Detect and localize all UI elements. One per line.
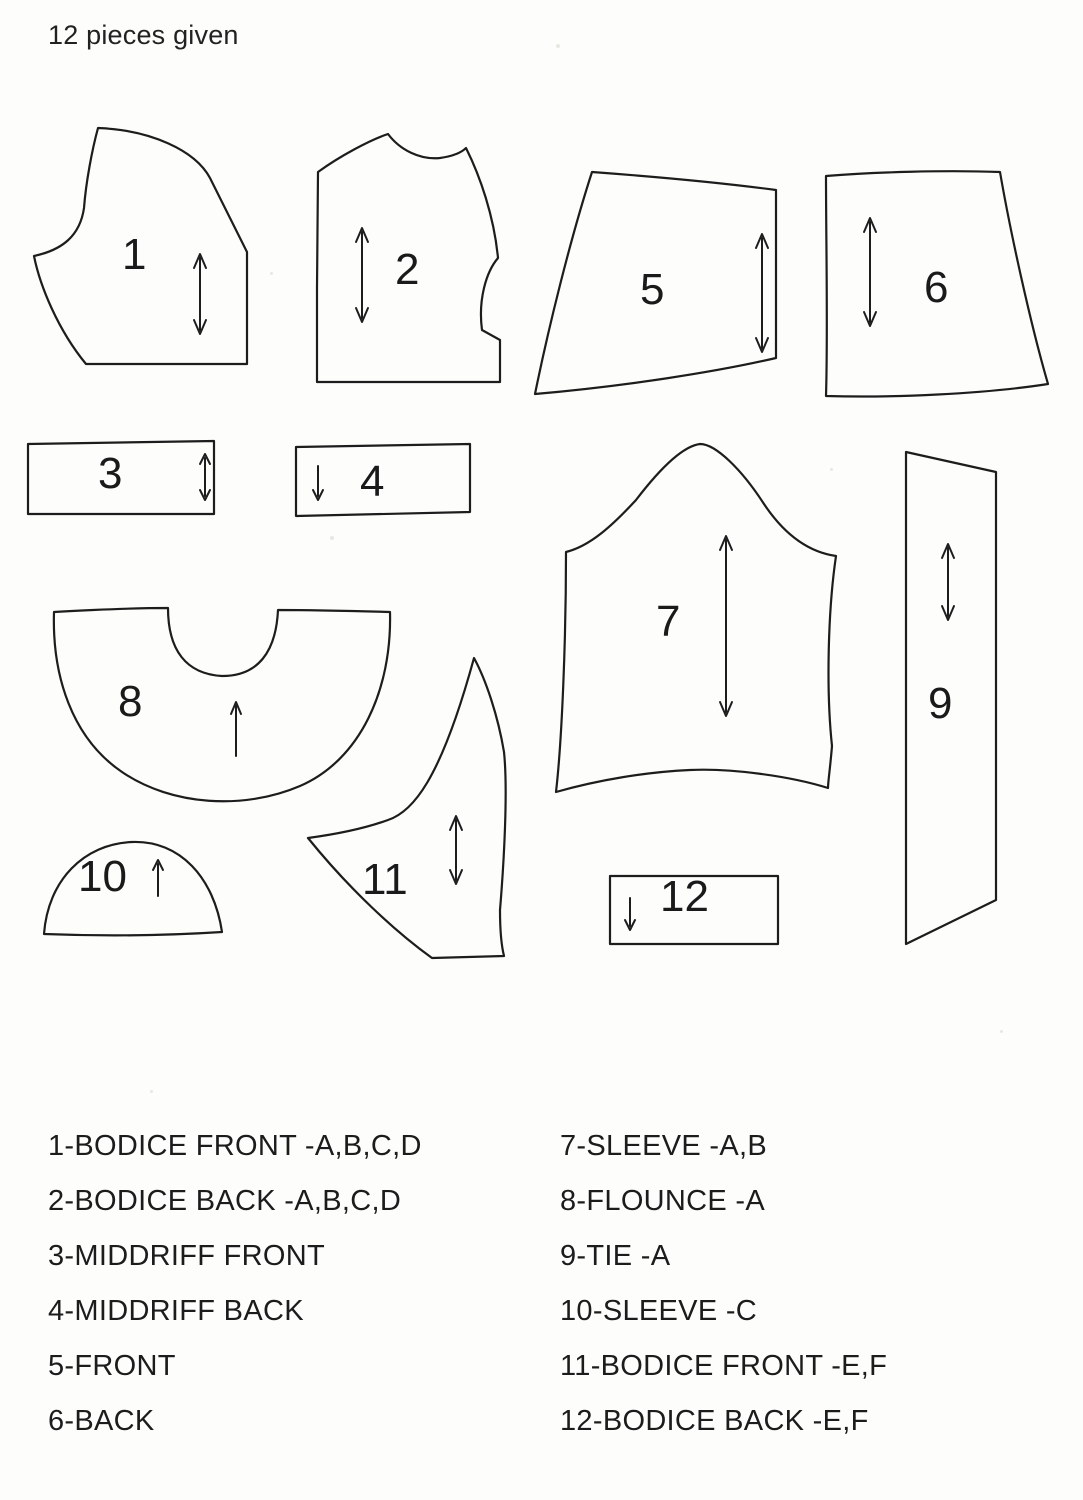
piece-outline-8 [54,608,390,801]
legend-column-right [560,1130,887,1460]
legend-item: 6-BACK [48,1405,155,1437]
legend-item: 1-BODICE FRONT -A,B,C,D [48,1130,422,1162]
legend-column-left [48,1130,422,1460]
piece-number-12: 12 [660,872,709,921]
piece-number-1: 1 [122,230,147,279]
scan-speck [150,1090,153,1093]
legend-item: 5-FRONT [48,1350,176,1382]
piece-number-4: 4 [360,457,385,506]
piece-number-2: 2 [395,245,420,294]
piece-number-5: 5 [640,265,665,314]
piece-outline-7 [556,444,836,792]
piece-number-8: 8 [118,677,143,726]
legend-item: 11-BODICE FRONT -E,F [560,1350,888,1382]
piece-number-6: 6 [924,263,949,312]
piece-number-7: 7 [656,597,681,646]
piece-outline-11 [308,658,506,958]
piece-number-3: 3 [98,449,123,498]
legend-item: 2-BODICE BACK -A,B,C,D [48,1185,402,1217]
legend-item: 9-TIE -A [560,1240,671,1272]
scan-speck [1000,1030,1003,1033]
scan-speck [830,468,833,471]
scan-speck [270,272,273,275]
piece-number-9: 9 [928,679,953,728]
piece-outline-10 [44,842,222,935]
scan-speck [330,536,334,540]
legend-item: 3-MIDDRIFF FRONT [48,1240,326,1272]
piece-number-10: 10 [78,852,127,901]
legend-item: 12-BODICE BACK -E,F [560,1405,869,1437]
scan-speck [556,44,560,48]
legend-item: 8-FLOUNCE -A [560,1185,766,1217]
legend [0,1130,1083,1480]
piece-number-11: 11 [362,855,408,904]
legend-item: 4-MIDDRIFF BACK [48,1295,304,1327]
legend-item: 10-SLEEVE -C [560,1295,758,1327]
legend-item: 7-SLEEVE -A,B [560,1130,767,1162]
pieces-count-note: 12 pieces given [48,20,239,50]
